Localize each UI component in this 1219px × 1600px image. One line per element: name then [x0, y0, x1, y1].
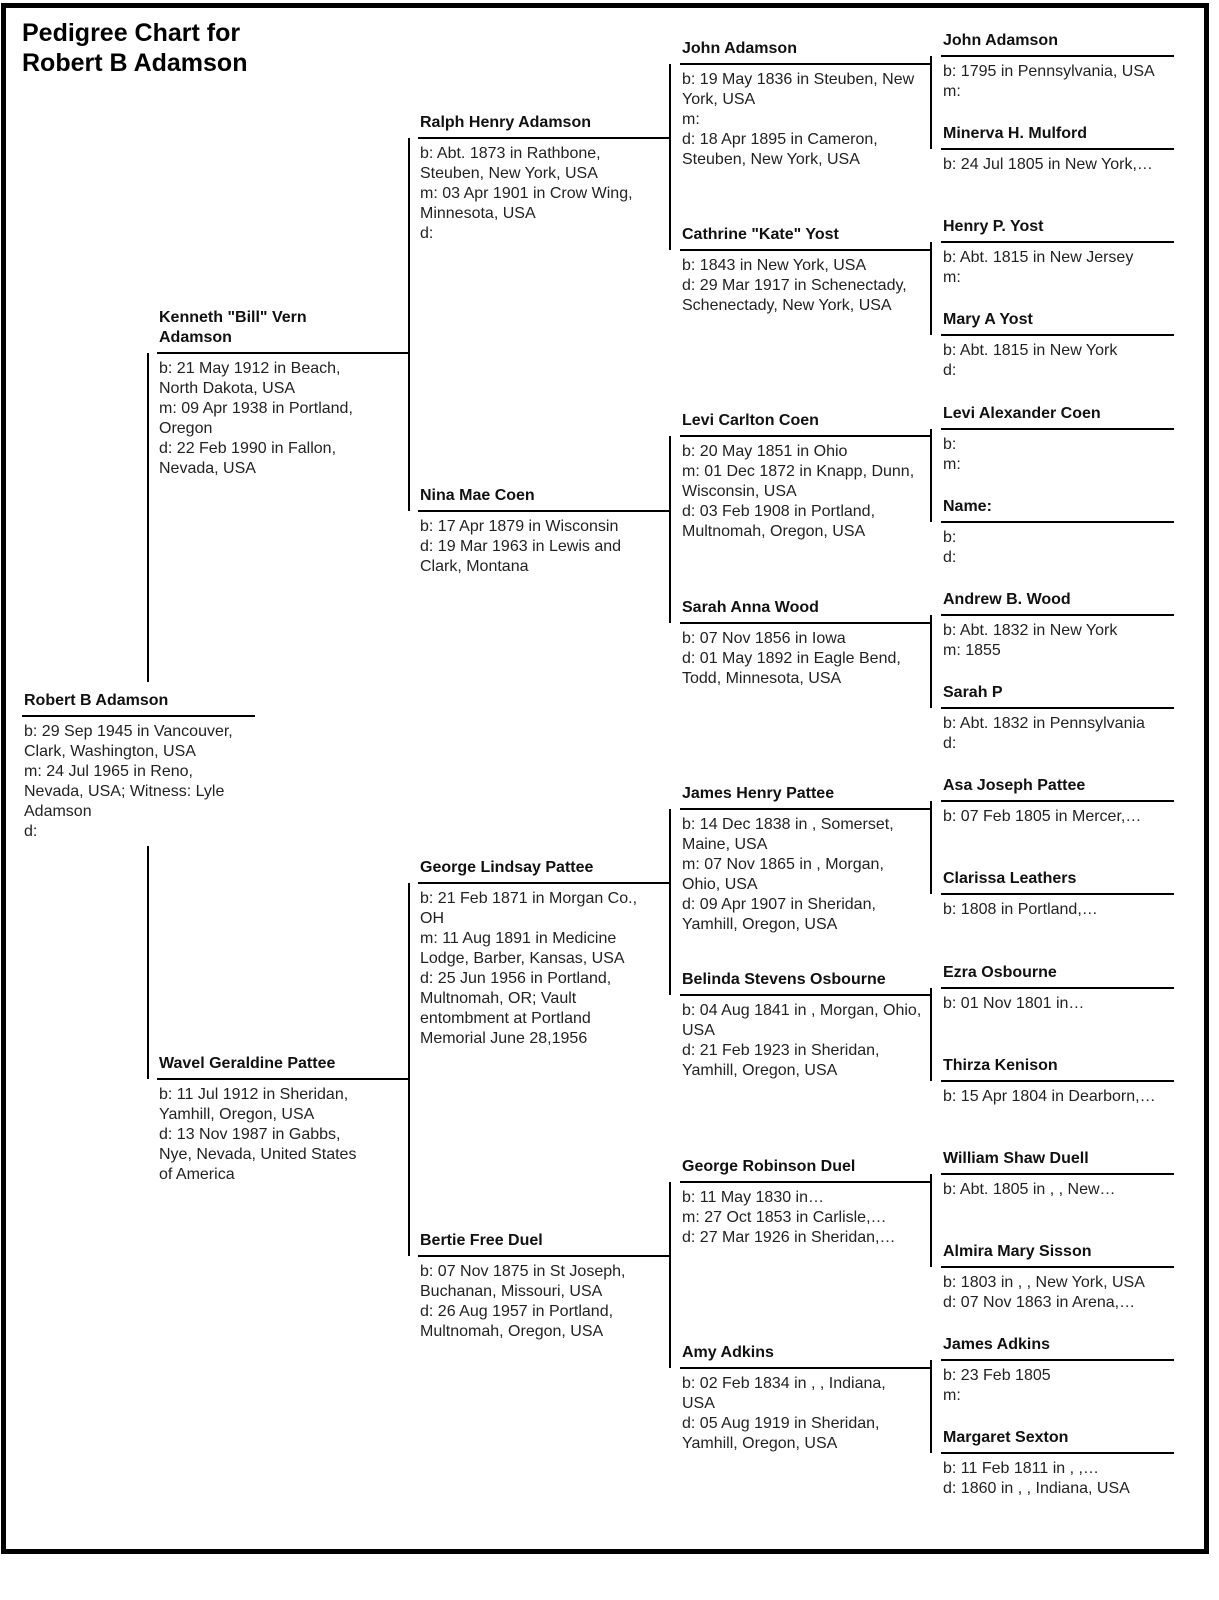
person-fact: b:	[943, 529, 957, 546]
person-details	[943, 522, 1176, 568]
person-fact: d: 22 Feb 1990 in Fallon, Nevada, USA	[159, 440, 337, 477]
person-details	[682, 1368, 922, 1454]
person-14	[682, 1158, 922, 1248]
person-details	[943, 894, 1176, 920]
person-fact: d: 13 Nov 1987 in Gabbs, Nye, Nevada, United States of America	[159, 1126, 357, 1183]
person-24	[943, 777, 1176, 827]
person-details	[420, 511, 648, 577]
person-fact: b: 14 Dec 1838 in , Somerset, Maine, USA	[682, 816, 894, 853]
person-name: Wavel Geraldine Pattee	[159, 1055, 336, 1072]
person-fact: b: 02 Feb 1834 in , , Indiana, USA	[682, 1375, 886, 1412]
person-name: John Adamson	[943, 32, 1058, 49]
person-name: Henry P. Yost	[943, 218, 1044, 235]
person-fact: d: 25 Jun 1956 in Portland, Multnomah, OR; Vault entombment at Portland Memorial June 28,1956	[420, 970, 612, 1047]
person-details	[943, 1360, 1176, 1406]
person-3	[159, 1055, 374, 1185]
person-fact: d: 21 Feb 1923 in Sheridan, Yamhill, Oregon, USA	[682, 1042, 880, 1079]
person-details	[420, 138, 648, 244]
person-fact: b: 20 May 1851 in Ohio	[682, 443, 848, 460]
person-fact: b: 1795 in Pennsylvania, USA	[943, 63, 1155, 80]
person-fact: b: 15 Apr 1804 in Dearborn,…	[943, 1088, 1156, 1105]
person-fact: d: 26 Aug 1957 in Portland, Multnomah, Oregon, USA	[420, 1303, 614, 1340]
person-fact: d: 05 Aug 1919 in Sheridan, Yamhill, Oregon, USA	[682, 1415, 880, 1452]
person-15	[682, 1344, 922, 1454]
person-name: Belinda Stevens Osbourne	[682, 971, 886, 988]
person-details	[682, 809, 922, 935]
connector-3	[408, 883, 410, 1256]
person-fact: b: 11 May 1830 in…	[682, 1189, 825, 1206]
person-fact: m:	[943, 456, 961, 473]
person-name: George Robinson Duel	[682, 1158, 856, 1175]
person-fact: m:	[943, 83, 961, 100]
person-25	[943, 870, 1176, 920]
person-details	[682, 250, 922, 316]
person-name: James Henry Pattee	[682, 785, 835, 802]
person-fact: d:	[943, 735, 957, 752]
person-fact: b: 24 Jul 1805 in New York,…	[943, 156, 1153, 173]
person-fact: b: 07 Nov 1856 in Iowa	[682, 630, 846, 647]
person-fact: b: 21 Feb 1871 in Morgan Co., OH	[420, 890, 638, 927]
person-details	[682, 1182, 922, 1248]
person-details	[420, 1256, 648, 1342]
person-11	[682, 599, 922, 689]
person-4	[420, 114, 648, 244]
person-28	[943, 1150, 1176, 1200]
person-21	[943, 498, 1176, 568]
person-10	[682, 412, 922, 542]
person-details	[943, 56, 1176, 102]
person-fact: d: 01 May 1892 in Eagle Bend, Todd, Minnesota, USA	[682, 650, 901, 687]
person-fact: b: 19 May 1836 in Steuben, New York, USA	[682, 71, 915, 108]
person-fact: d:	[24, 823, 38, 840]
person-fact: b: 17 Apr 1879 in Wisconsin	[420, 518, 619, 535]
person-7	[420, 1232, 648, 1342]
person-details	[682, 436, 922, 542]
person-fact: m: 07 Nov 1865 in , Morgan, Ohio, USA	[682, 856, 884, 893]
person-fact: b: 1843 in New York, USA	[682, 257, 867, 274]
person-name: Name:	[943, 498, 992, 515]
person-fact: b:	[943, 436, 957, 453]
person-name: George Lindsay Pattee	[420, 859, 594, 876]
person-fact: m: 27 Oct 1853 in Carlisle,…	[682, 1209, 887, 1226]
person-name: Sarah P	[943, 684, 1003, 701]
person-22	[943, 591, 1176, 661]
person-details	[682, 64, 922, 170]
person-name: Kenneth "Bill" Vern Adamson	[159, 309, 307, 346]
person-18	[943, 218, 1176, 288]
person-fact: b: 1803 in , , New York, USA	[943, 1274, 1145, 1291]
person-fact: b: 11 Jul 1912 in Sheridan, Yamhill, Oregon, USA	[159, 1086, 349, 1123]
person-fact: b: Abt. 1832 in Pennsylvania	[943, 715, 1145, 732]
person-details	[943, 335, 1176, 381]
person-1	[24, 692, 249, 842]
person-details	[682, 995, 922, 1081]
connector-9	[930, 242, 932, 335]
person-29	[943, 1243, 1176, 1313]
person-details	[24, 716, 249, 842]
person-fact: b: 1808 in Portland,…	[943, 901, 1098, 918]
connector-5	[669, 436, 671, 623]
person-fact: m: 24 Jul 1965 in Reno, Nevada, USA; Witness: Lyle Adamson	[24, 763, 225, 820]
connector-13	[930, 988, 932, 1081]
person-name: Cathrine "Kate" Yost	[682, 226, 839, 243]
person-fact: m: 1855	[943, 642, 1001, 659]
person-name: Levi Alexander Coen	[943, 405, 1101, 422]
connector-6	[669, 809, 671, 995]
person-name: Thirza Kenison	[943, 1057, 1058, 1074]
person-fact: d:	[420, 225, 434, 242]
connector-1-mother	[147, 846, 149, 1079]
person-2	[159, 309, 374, 479]
person-12	[682, 785, 922, 935]
person-fact: d: 18 Apr 1895 in Cameron, Steuben, New York, USA	[682, 131, 878, 168]
person-20	[943, 405, 1176, 475]
connector-4	[669, 64, 671, 250]
person-details	[943, 1081, 1176, 1107]
person-fact: m: 03 Apr 1901 in Crow Wing, Minnesota, USA	[420, 185, 633, 222]
person-details	[682, 623, 922, 689]
person-9	[682, 226, 922, 316]
person-fact: b: 21 May 1912 in Beach, North Dakota, USA	[159, 360, 341, 397]
person-details	[159, 1079, 374, 1185]
person-6	[420, 859, 648, 1049]
person-name: Asa Joseph Pattee	[943, 777, 1086, 794]
person-name: William Shaw Duell	[943, 1150, 1089, 1167]
person-13	[682, 971, 922, 1081]
person-name: Levi Carlton Coen	[682, 412, 819, 429]
person-fact: b: Abt. 1815 in New Jersey	[943, 249, 1134, 266]
person-fact: d: 29 Mar 1917 in Schenectady, Schenectady, New York, USA	[682, 277, 907, 314]
connector-15	[930, 1360, 932, 1453]
person-fact: d: 19 Mar 1963 in Lewis and Clark, Montana	[420, 538, 622, 575]
person-fact: b: 29 Sep 1945 in Vancouver, Clark, Washington, USA	[24, 723, 233, 760]
person-name: Amy Adkins	[682, 1344, 774, 1361]
connector-11	[930, 615, 932, 708]
person-fact: b: 07 Feb 1805 in Mercer,…	[943, 808, 1142, 825]
person-details	[943, 1267, 1176, 1313]
person-fact: b: Abt. 1873 in Rathbone, Steuben, New York, USA	[420, 145, 601, 182]
connector-10	[930, 429, 932, 522]
person-name: Clarissa Leathers	[943, 870, 1077, 887]
person-name: John Adamson	[682, 40, 797, 57]
person-fact: b: 01 Nov 1801 in…	[943, 995, 1085, 1012]
person-name: Bertie Free Duel	[420, 1232, 543, 1249]
person-fact: b: 07 Nov 1875 in St Joseph, Buchanan, Missouri, USA	[420, 1263, 626, 1300]
person-details	[943, 1453, 1176, 1499]
person-30	[943, 1336, 1176, 1406]
person-name: Margaret Sexton	[943, 1429, 1069, 1446]
person-details	[943, 988, 1176, 1014]
person-fact: m: 11 Aug 1891 in Medicine Lodge, Barber, Kansas, USA	[420, 930, 625, 967]
person-details	[943, 149, 1176, 175]
person-fact: b: 11 Feb 1811 in , ,…	[943, 1460, 1099, 1477]
person-fact: b: 23 Feb 1805	[943, 1367, 1051, 1384]
person-fact: m:	[943, 269, 961, 286]
person-31	[943, 1429, 1176, 1499]
person-23	[943, 684, 1176, 754]
person-fact: d:	[943, 549, 957, 566]
person-fact: m: 09 Apr 1938 in Portland, Oregon	[159, 400, 353, 437]
person-fact: d:	[943, 362, 957, 379]
person-details	[943, 615, 1176, 661]
person-name: Nina Mae Coen	[420, 487, 535, 504]
person-17	[943, 125, 1176, 175]
person-fact: d: 07 Nov 1863 in Arena,…	[943, 1294, 1136, 1311]
person-details	[943, 801, 1176, 827]
person-name: Ralph Henry Adamson	[420, 114, 591, 131]
title-line-2: Robert B Adamson	[22, 49, 248, 77]
person-details	[943, 242, 1176, 288]
connector-1-father	[147, 353, 149, 682]
person-fact: d: 1860 in , , Indiana, USA	[943, 1480, 1130, 1497]
person-details	[159, 353, 374, 479]
page-title	[22, 18, 247, 78]
person-16	[943, 32, 1176, 102]
connector-14	[930, 1174, 932, 1267]
connector-8	[930, 56, 932, 149]
person-26	[943, 964, 1176, 1014]
person-details	[943, 708, 1176, 754]
person-details	[420, 883, 648, 1049]
person-19	[943, 311, 1176, 381]
title-line-1: Pedigree Chart for	[22, 19, 241, 47]
person-fact: b: Abt. 1815 in New York	[943, 342, 1118, 359]
person-fact: d: 09 Apr 1907 in Sheridan, Yamhill, Oregon, USA	[682, 896, 876, 933]
connector-7	[669, 1182, 671, 1368]
person-details	[943, 1174, 1176, 1200]
person-name: Almira Mary Sisson	[943, 1243, 1092, 1260]
person-fact: b: Abt. 1805 in , , New…	[943, 1181, 1116, 1198]
person-fact: b: Abt. 1832 in New York	[943, 622, 1118, 639]
person-fact: m:	[682, 111, 700, 128]
person-name: Sarah Anna Wood	[682, 599, 819, 616]
person-name: Robert B Adamson	[24, 692, 169, 709]
person-fact: d: 03 Feb 1908 in Portland, Multnomah, Oregon, USA	[682, 503, 876, 540]
person-5	[420, 487, 648, 577]
person-8	[682, 40, 922, 170]
person-details	[943, 429, 1176, 475]
person-name: Ezra Osbourne	[943, 964, 1057, 981]
person-27	[943, 1057, 1176, 1107]
person-name: Minerva H. Mulford	[943, 125, 1088, 142]
person-fact: m:	[943, 1387, 961, 1404]
person-fact: d: 27 Mar 1926 in Sheridan,…	[682, 1229, 896, 1246]
person-name: James Adkins	[943, 1336, 1051, 1353]
person-fact: b: 04 Aug 1841 in , Morgan, Ohio, USA	[682, 1002, 922, 1039]
connector-12	[930, 801, 932, 894]
person-name: Andrew B. Wood	[943, 591, 1071, 608]
person-name: Mary A Yost	[943, 311, 1033, 328]
connector-2	[408, 138, 410, 511]
person-fact: m: 01 Dec 1872 in Knapp, Dunn, Wisconsin, USA	[682, 463, 915, 500]
